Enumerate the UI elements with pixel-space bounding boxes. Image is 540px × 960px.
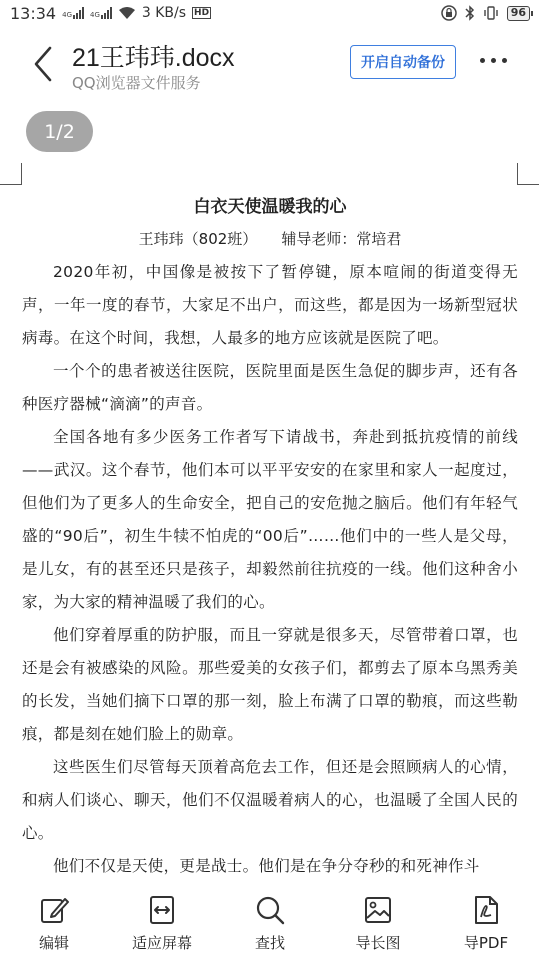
export-pdf-label: 导PDF	[463, 934, 509, 952]
network-speed: 3 KB/s	[141, 5, 187, 21]
file-title: 21王玮玮.docx	[72, 44, 235, 72]
page-corner-mark-left	[0, 163, 22, 185]
search-button[interactable]	[216, 886, 324, 960]
page-corner-mark-right	[517, 163, 539, 185]
document-byline	[22, 228, 518, 250]
export-long-image-button[interactable]	[324, 886, 432, 960]
rotation-lock-icon	[441, 5, 457, 21]
status-bar	[0, 0, 540, 26]
vibrate-icon	[483, 5, 499, 21]
hd-badge: HD	[194, 8, 210, 18]
document-body	[22, 256, 518, 883]
long-image-icon	[362, 894, 394, 926]
export-pdf-button[interactable]	[432, 886, 540, 960]
fit-screen-label: 适应屏幕	[131, 934, 192, 952]
file-subtitle: QQ浏览器文件服务	[72, 74, 201, 92]
search-label: 查找	[254, 934, 285, 952]
author-name: 王玮玮（802班）	[138, 230, 258, 248]
edit-icon	[38, 894, 70, 926]
fit-screen-icon	[146, 894, 178, 926]
edit-button[interactable]	[0, 886, 108, 960]
signal-2-label: 4G	[90, 11, 100, 19]
paragraph: 一个个的患者被送往医院，医院里面是医生急促的脚步声，还有各种医疗器械“滴滴”的声音。	[22, 362, 518, 413]
paragraph: 全国各地有多少医务工作者写下请战书，奔赴到抵抗疫情的前线——武汉。这个春节，他们本可以平平安安的在家里和家人一起度过，但他们为了更多人的生命安全，把自己的安危抛之脑后。他们有年轻气盛的“90后”，初生牛犊不怕虎的“00后”……他们中的一些人是父母，是儿女，有的甚至还只是孩子，却毅然前往抗疫的一线。他们这种舍小家，为大家的精神温暖了我们的心。	[22, 428, 518, 611]
paragraph: 2020年初，中国像是被按下了暂停键，原本喧闹的街道变得无声，一年一度的春节，大家足不出户，而这些，都是因为一场新型冠状病毒。在这个时间，我想，人最多的地方应该就是医院了吧。	[22, 263, 518, 347]
export-pdf-icon	[470, 894, 502, 926]
document-title: 白衣天使温暖我的心	[193, 197, 347, 217]
auto-backup-button[interactable]: 开启自动备份	[350, 45, 456, 79]
paragraph: 这些医生们尽管每天顶着高危去工作，但还是会照顾病人的心情，和病人们谈心、聊天，他们不仅温暖着病人的心，也温暖了全国人民的心。	[22, 758, 518, 842]
battery-icon: 96	[507, 6, 530, 21]
back-arrow-icon[interactable]	[28, 44, 58, 84]
paragraph: 他们不仅是天使，更是战士。他们是在争分夺秒的和死神作斗	[53, 857, 480, 875]
long-image-label: 导长图	[355, 934, 401, 952]
teacher-name: 辅导老师：常培君	[281, 230, 402, 248]
cell-signal-1-icon	[62, 7, 84, 19]
page-indicator: 1/2	[26, 111, 93, 152]
status-time: 13:34	[10, 3, 57, 23]
bottom-toolbar	[0, 886, 540, 960]
header	[0, 26, 540, 100]
search-icon	[254, 894, 286, 926]
edit-label: 编辑	[38, 934, 69, 952]
bluetooth-icon	[465, 5, 475, 21]
wifi-icon	[118, 6, 136, 20]
more-options-icon[interactable]	[480, 58, 507, 63]
fit-screen-button[interactable]	[108, 886, 216, 960]
cell-signal-2-icon	[90, 7, 112, 19]
document-page[interactable]	[22, 184, 518, 883]
signal-1-label: 4G	[62, 11, 72, 19]
paragraph: 他们穿着厚重的防护服，而且一穿就是很多天，尽管带着口罩，也还是会有被感染的风险。那些爱美的女孩子们，都剪去了原本乌黑秀美的长发，当她们摘下口罩的那一刻，脸上布满了口罩的勒痕，而这些勒痕，都是刻在她们脸上的勋章。	[22, 626, 518, 743]
